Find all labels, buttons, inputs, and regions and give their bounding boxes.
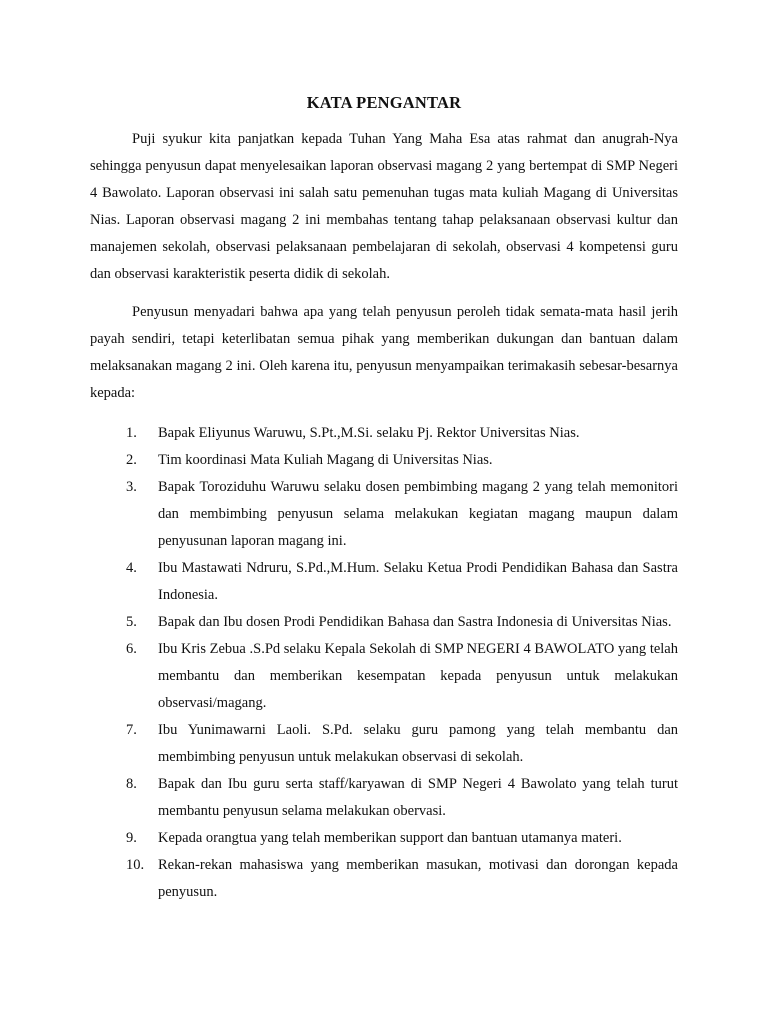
list-item-text: Bapak dan Ibu dosen Prodi Pendidikan Bahasa dan Sastra Indonesia di Universitas Nias. bbox=[158, 614, 672, 630]
thanks-list bbox=[90, 420, 678, 906]
list-item bbox=[90, 717, 678, 771]
list-item-number: 10. bbox=[126, 857, 145, 873]
list-item-text: Rekan-rekan mahasiswa yang memberikan masukan, motivasi dan dorongan kepada penyusun. bbox=[158, 857, 678, 900]
list-item bbox=[90, 420, 678, 447]
list-item bbox=[90, 852, 678, 906]
list-item-text: Ibu Yunimawarni Laoli. S.Pd. selaku guru pamong yang telah membantu dan membimbing penyusun untuk melakukan observasi di sekolah. bbox=[158, 722, 678, 765]
list-item-number: 6. bbox=[126, 641, 137, 657]
list-item-number: 4. bbox=[126, 560, 137, 576]
list-item-number: 3. bbox=[126, 479, 137, 495]
list-item bbox=[90, 825, 678, 852]
list-item-text: Tim koordinasi Mata Kuliah Magang di Universitas Nias. bbox=[158, 452, 493, 468]
list-item-number: 2. bbox=[126, 452, 137, 468]
list-item-text: Bapak dan Ibu guru serta staff/karyawan di SMP Negeri 4 Bawolato yang telah turut membantu penyusun selama melakukan obervasi. bbox=[158, 776, 678, 819]
list-item bbox=[90, 474, 678, 555]
list-item-text: Kepada orangtua yang telah memberikan support dan bantuan utamanya materi. bbox=[158, 830, 622, 846]
page-title: KATA PENGANTAR bbox=[306, 93, 462, 112]
list-item bbox=[90, 555, 678, 609]
list-item bbox=[90, 771, 678, 825]
list-item bbox=[90, 636, 678, 717]
list-item-text: Ibu Kris Zebua .S.Pd selaku Kepala Sekolah di SMP NEGERI 4 BAWOLATO yang telah membantu dan memberikan kesempatan kepada penyusun untuk melakukan observasi/magang. bbox=[158, 641, 678, 711]
list-item-number: 5. bbox=[126, 614, 137, 630]
list-item-text: Ibu Mastawati Ndruru, S.Pd.,M.Hum. Selaku Ketua Prodi Pendidikan Bahasa dan Sastra Indonesia. bbox=[158, 560, 678, 603]
list-item-number: 8. bbox=[126, 776, 137, 792]
list-item bbox=[90, 447, 678, 474]
list-item-number: 1. bbox=[126, 425, 137, 441]
paragraph-acknowledgement: Penyusun menyadari bahwa apa yang telah penyusun peroleh tidak semata-mata hasil jerih payah sendiri, tetapi keterlibatan semua pihak yang memberikan dukungan dan bantuan dalam melaksanakan magang 2 ini. Oleh karena itu, penyusun menyampaikan terimakasih sebesar-besarnya kepada: bbox=[90, 304, 678, 401]
list-item-text: Bapak Toroziduhu Waruwu selaku dosen pembimbing magang 2 yang telah memonitori dan membimbing penyusun selama melakukan kegiatan magang maupun dalam penyusunan laporan magang ini. bbox=[158, 479, 678, 549]
list-item-number: 7. bbox=[126, 722, 137, 738]
list-item bbox=[90, 609, 678, 636]
list-item-number: 9. bbox=[126, 830, 137, 846]
list-item-text: Bapak Eliyunus Waruwu, S.Pt.,M.Si. selaku Pj. Rektor Universitas Nias. bbox=[158, 425, 580, 441]
paragraph-intro: Puji syukur kita panjatkan kepada Tuhan Yang Maha Esa atas rahmat dan anugrah-Nya sehingga penyusun dapat menyelesaikan laporan observasi magang 2 yang bertempat di SMP Negeri 4 Bawolato. Laporan observasi ini salah satu pemenuhan tugas mata kuliah Magang di Universitas Nias. Laporan observasi magang 2 ini membahas tentang tahap pelaksanaan observasi kultur dan manajemen sekolah, observasi pelaksanaan pembelajaran di sekolah, observasi 4 kompetensi guru dan observasi karakteristik peserta didik di sekolah. bbox=[90, 131, 678, 282]
